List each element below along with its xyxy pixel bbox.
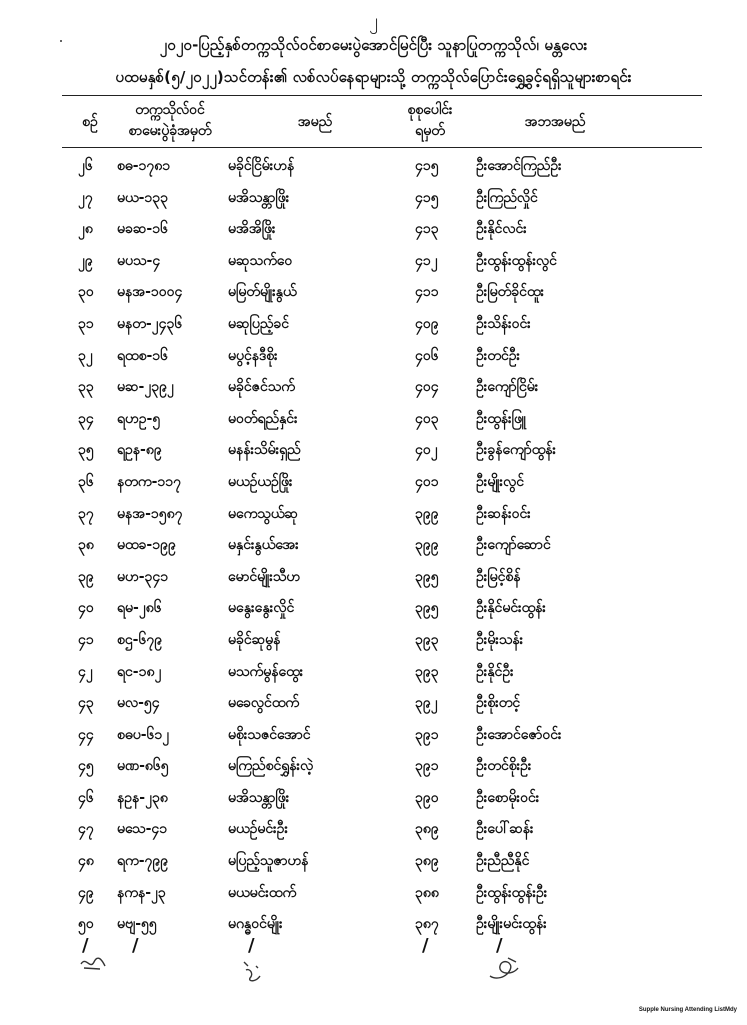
cell-exam: မခဆ-၁၆	[117, 221, 168, 238]
table-row	[0, 908, 747, 940]
cell-score: ၃၉၁	[415, 758, 439, 775]
cell-exam: မဗျ-၅၅	[117, 916, 157, 933]
cell-name: မဂန္ဓဝင်မျိုး	[228, 916, 283, 933]
cell-exam: မနအ-၁၅၈၇	[117, 505, 183, 522]
end-mark-exam: /	[132, 935, 139, 956]
cell-name: မပြည့်သူဇာဟန်	[228, 853, 309, 870]
cell-score: ၄၁၁	[415, 284, 439, 301]
cell-no: ၃၃	[78, 379, 94, 396]
cell-name: မနွေးနွေးလှိုင်	[228, 600, 295, 617]
cell-no: ၃၀	[78, 284, 94, 301]
cell-no: ၃၂	[78, 347, 93, 364]
cell-name: မစိုးသဇင်အောင်	[228, 726, 311, 743]
cell-name: မဆုပြည့်ခင်	[228, 315, 290, 332]
cell-name: မပွင့်နဒီစိုး	[228, 347, 278, 364]
end-mark-name: /	[248, 935, 255, 956]
cell-no: ၄၂	[78, 663, 93, 680]
cell-score: ၄၀၁	[415, 473, 439, 490]
cell-exam: မယ-၁၃၃	[117, 189, 169, 206]
cell-name: မခိုင်ငြိမ်းဟန်	[228, 158, 295, 174]
cell-exam: မနအ-၁၀၀၄	[117, 284, 183, 301]
table-row	[0, 656, 747, 688]
cell-no: ၄၀	[78, 600, 94, 617]
cell-no: ၃၆	[78, 473, 94, 490]
cell-exam: ရထစ-၁၆	[117, 347, 169, 364]
cell-father: ဦးမြတ်ခိုင်ထူး	[476, 284, 545, 301]
table-row	[0, 498, 747, 530]
cell-father: ဦးထွန်းဖြူ	[476, 410, 527, 427]
cell-name: မဝတ်ရည်နှင်း	[228, 410, 298, 427]
table-row	[0, 276, 747, 308]
cell-no: ၄၇	[78, 821, 94, 838]
cell-exam: ရဟဥ-၅	[117, 410, 161, 427]
cell-score: ၄၁၅	[415, 189, 439, 206]
cell-father: ဦးကျော်ငြိမ်း	[476, 379, 539, 396]
cell-no: ၄၆	[78, 789, 94, 806]
cell-father: ဦးကျော်ဆောင်	[476, 537, 551, 554]
cell-father: ဦးဆန်းဝင်း	[476, 505, 531, 522]
table-row	[0, 182, 747, 214]
cell-exam: မနတ-၂၄၃၆	[117, 315, 183, 332]
cell-name: မသက်မွန်ထွေး	[228, 663, 304, 680]
cell-name: မနန်းသိမ်းရှည်	[228, 442, 301, 459]
cell-exam: စဌ-၆၇၉	[117, 631, 163, 648]
cell-father: ဦးမျိုးလွင်	[476, 473, 524, 490]
header-exam-number	[110, 100, 230, 142]
table-row	[0, 150, 747, 182]
cell-no: ၄၁	[78, 631, 94, 648]
cell-no: ၄၅	[78, 758, 94, 775]
table-row	[0, 845, 747, 877]
cell-exam: ရက-၇၉၉	[117, 853, 169, 870]
table-row	[0, 719, 747, 751]
table-row	[0, 687, 747, 719]
cell-father: ဦးပေါ်ဆန်း	[476, 821, 534, 838]
table-row	[0, 592, 747, 624]
cell-no: ၃၅	[78, 442, 94, 459]
cell-exam: မဆ-၂၃၉၂	[117, 379, 174, 396]
cell-score: ၄၀၉	[415, 315, 439, 332]
cell-father: ဦးမြင့်စိန်	[476, 568, 521, 585]
cell-name: မယဉ်ယဉ်ဖြိုး	[228, 473, 293, 490]
cell-no: ၃၇	[78, 505, 94, 522]
cell-score: ၄၁၅	[415, 158, 439, 174]
table-header-rule	[62, 147, 702, 148]
cell-name: မဆုသက်ဝေ	[228, 252, 293, 269]
cell-name: မခေလွင်ထက်	[228, 695, 300, 712]
cell-father: ဦးနိုင်လင်း	[476, 221, 527, 238]
cell-exam: မထခ-၁၉၉	[117, 537, 176, 554]
cell-father: ဦးသိန်းဝင်း	[476, 315, 531, 332]
header-father-name: အဘအမည်	[524, 114, 586, 130]
table-row	[0, 403, 747, 435]
cell-exam: မလ-၅၄	[117, 695, 160, 712]
cell-exam: ရမ-၂၈၆	[117, 600, 162, 617]
cell-exam: ရဥန-၈၉	[117, 442, 162, 459]
cell-father: ဦးအောင်ဇော်ဝင်း	[476, 726, 562, 743]
table-row	[0, 813, 747, 845]
cell-no: ၄၃	[78, 695, 94, 712]
cell-father: ဦးစိုးတင့်	[476, 695, 521, 712]
table-row	[0, 340, 747, 372]
cell-father: ဦးထွန်းထွန်းလွင်	[476, 252, 557, 269]
table-row	[0, 213, 747, 245]
cell-no: ၄၉	[78, 884, 94, 901]
cell-father: ဦးစောမိုးဝင်း	[476, 789, 540, 806]
table-row	[0, 624, 747, 656]
cell-name: မအိအိဖြိုး	[228, 221, 276, 238]
cell-no: ၄၄	[78, 726, 94, 743]
table-row	[0, 434, 747, 466]
cell-exam: ရင-၁၈၂	[117, 663, 162, 680]
cell-exam: မဟ-၃၄၁	[117, 568, 169, 585]
table-row	[0, 245, 747, 277]
cell-no: ၂၆	[78, 158, 93, 174]
cell-no: ၂၉	[78, 252, 93, 269]
cell-score: ၃၉၂	[415, 695, 438, 712]
cell-no: ၃၈	[78, 537, 94, 554]
cell-name: မယဉ်မင်းဦး	[228, 821, 288, 838]
cell-score: ၄၁၂	[415, 252, 438, 269]
cell-father: ဦးတင်ဦး	[476, 347, 521, 364]
cell-no: ၃၁	[78, 315, 94, 332]
cell-father: ဦးညီညီနိုင်	[476, 853, 530, 870]
table-row	[0, 561, 747, 593]
cell-father: ဦးအောင်ကြည်ဦး	[476, 158, 562, 174]
cell-father: ဦးမိုးသန်း	[476, 631, 524, 648]
cell-name: မကေသွယ်ဆု	[228, 505, 298, 522]
cell-no: ၂၇	[78, 189, 93, 206]
cell-score: ၃၈၉	[415, 853, 439, 870]
table-row	[0, 308, 747, 340]
table-body	[0, 150, 747, 940]
document-title-line-2: ပထမနှစ်(၅/၂၀၂၂)သင်တန်း၏ လစ်လပ်နေရာများသို့ တက္ကသိုလ်ပြောင်းရွှေ့ခွင့်ရရှိသူများစာရင်း	[115, 68, 632, 86]
cell-exam: နဥန-၂၃၈	[117, 789, 168, 806]
document-title-line-1: ၂၀၂၀-ပြည့်နှစ်တက္ကသိုလ်ဝင်စာမေးပွဲအောင်မြင်ပြီး သူနာပြုတက္ကသိုလ်၊ မန္တလေး	[159, 36, 588, 54]
cell-score: ၃၉၃	[415, 663, 439, 680]
cell-name: မခိုင်ဆုမွန်	[228, 631, 281, 648]
cell-score: ၃၉၉	[415, 537, 439, 554]
cell-no: ၂၈	[78, 221, 93, 238]
cell-father: ဦးနိုင်မင်းထွန်း	[476, 600, 546, 617]
cell-name: မခိုင်ဇင်သက်	[228, 379, 295, 396]
table-row	[0, 877, 747, 909]
table-row	[0, 782, 747, 814]
cell-exam: စဓပ-၆၁၂	[117, 726, 170, 743]
cell-score: ၃၉၅	[415, 568, 439, 585]
header-exam-number-line-2: စာမေးပွဲခုံအမှတ်	[128, 123, 212, 139]
cell-exam: နတက-၁၁၇	[117, 473, 182, 490]
cell-exam: မဏ-၈၆၅	[117, 758, 169, 775]
cell-name: မယမင်းထက်	[228, 884, 297, 901]
header-total-score-line-2: ရမှတ်	[415, 123, 445, 139]
cell-father: ဦးကြည်လှိုင်	[476, 189, 538, 206]
initials-signature-2	[238, 958, 268, 988]
initials-signature-3	[486, 952, 524, 984]
table-row	[0, 371, 747, 403]
cell-exam: မသေ-၄၁	[117, 821, 168, 838]
header-name: အမည်	[297, 114, 333, 130]
end-mark-serial: /	[82, 935, 89, 956]
table-row	[0, 466, 747, 498]
cell-score: ၃၉၁	[415, 726, 439, 743]
cell-score: ၄၀၆	[415, 347, 439, 364]
cell-score: ၃၉၉	[415, 505, 439, 522]
cell-no: ၄၈	[78, 853, 94, 870]
cell-score: ၄၀၄	[415, 379, 439, 396]
cell-father: ဦးထွန်းထွန်းဦး	[476, 884, 548, 901]
cell-exam: မပသ-၄	[117, 252, 161, 269]
cell-score: ၃၈၈	[415, 884, 439, 901]
cell-name: မောင်မျိုးသီဟ	[228, 568, 301, 585]
cell-exam: စဓ-၁၇၈၁	[117, 158, 171, 174]
cell-no: ၃၄	[78, 410, 94, 427]
end-mark-father: /	[496, 935, 503, 956]
cell-score: ၃၉၀	[415, 789, 439, 806]
cell-father: ဦးတင်စိုးဦး	[476, 758, 532, 775]
cell-name: မနှင်းနွယ်အေး	[228, 537, 299, 554]
end-mark-score: /	[422, 935, 429, 956]
cell-exam: နကန-၂၃	[117, 884, 166, 901]
cell-score: ၃၉၅	[415, 600, 439, 617]
table-row	[0, 529, 747, 561]
cell-name: မမြတ်မျိုးနွယ်	[228, 284, 297, 301]
footer-filename: Supple Nursing Attending ListMdy	[638, 1007, 737, 1013]
cell-score: ၃၉၃	[415, 631, 439, 648]
cell-father: ဦးနိုင်ဦး	[476, 663, 514, 680]
cell-score: ၃၈၇	[415, 916, 439, 933]
initials-signature-1	[78, 952, 108, 974]
header-total-score-line-1: စုစုပေါင်း	[407, 102, 453, 118]
cell-score: ၄၀၃	[415, 410, 439, 427]
cell-score: ၄၁၃	[415, 221, 439, 238]
cell-no: ၃၉	[78, 568, 94, 585]
cell-father: ဦးမျိုးမင်းထွန်း	[476, 916, 547, 933]
table-top-rule	[62, 95, 702, 96]
header-total-score	[385, 100, 475, 142]
page-number: ၂	[369, 10, 378, 31]
cell-father: ဦးခွန်ကျော်ထွန်း	[476, 442, 557, 459]
cell-name: မကြည်စင်ရွှန်းလဲ့	[228, 758, 314, 775]
header-exam-number-line-1: တက္ကသိုလ်ဝင်	[135, 102, 205, 118]
cell-score: ၃၈၉	[415, 821, 439, 838]
cell-name: မအိသန္တာဖြိုး	[228, 189, 290, 206]
cell-no: ၅၀	[78, 916, 94, 933]
cell-name: မအိသန္တာဖြိုး	[228, 789, 290, 806]
header-serial-no: စဉ်	[82, 114, 98, 130]
table-row	[0, 750, 747, 782]
cell-score: ၄၀၂	[415, 442, 438, 459]
